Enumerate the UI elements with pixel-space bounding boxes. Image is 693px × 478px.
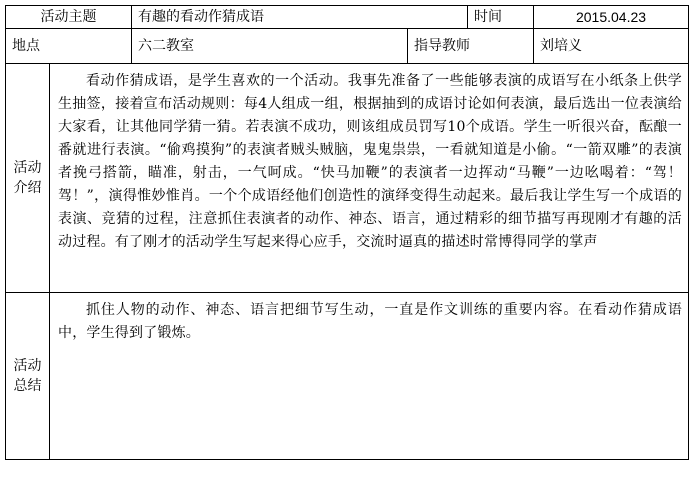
- theme-label: 活动主题: [6, 6, 132, 29]
- activity-record-table: [5, 5, 689, 460]
- intro-content: [50, 64, 689, 293]
- summary-label-line2: 总结: [13, 378, 42, 394]
- intro-row: [6, 64, 689, 293]
- intro-text: 看动作猜成语，是学生喜欢的一个活动。我事先准备了一些能够表演的成语写在小纸条上供学生抽签，接着宣布活动规则：每4人组成一组，根据抽到的成语讨论如何表演，最后选出一位表演给大家看，让其他同学猜一猜。若表演不成功，则该组成员罚写10个成语。学生一听很兴奋，酝酿一番就进行表演。“偷鸡摸狗”的表演者贼头贼脑，鬼鬼祟祟，一看就知道是小偷。“一箭双雕”的表演者挽弓搭箭，瞄准，射击，一气呵成。“快马加鞭”的表演者一边挥动“马鞭”一边吆喝着：“驾！驾！”，演得惟妙惟肖。一个个成语经他们创造性的演绎变得生动起来。最后我让学生写一个成语的表演、竞猜的过程，注意抓住表演者的动作、神态、语言，通过精彩的细节描写再现刚才有趣的活动过程。有了刚才的活动学生写起来得心应手，交流时逼真的描述时常博得同学的掌声: [58, 73, 683, 250]
- location-label: 地点: [6, 29, 132, 64]
- summary-text: 抓住人物的动作、神态、语言把细节写生动，一直是作文训练的重要内容。在看动作猜成语中，学生得到了锻炼。: [58, 302, 683, 341]
- summary-row: [6, 293, 689, 460]
- time-value: 2015.04.23: [534, 6, 689, 29]
- intro-label-line2: 介绍: [13, 180, 42, 196]
- teacher-label: 指导教师: [408, 29, 534, 64]
- summary-content: [50, 293, 689, 460]
- summary-section-label: [6, 293, 50, 460]
- summary-label-line1: 活动: [13, 358, 42, 374]
- teacher-value: 刘培义: [534, 29, 689, 64]
- activity-record-sheet: [5, 5, 688, 453]
- intro-label-line1: 活动: [13, 160, 42, 176]
- theme-row: [6, 6, 689, 29]
- time-label: 时间: [468, 6, 534, 29]
- location-value: 六二教室: [132, 29, 408, 64]
- location-row: [6, 29, 689, 64]
- intro-section-label: [6, 64, 50, 293]
- theme-value: 有趣的看动作猜成语: [132, 6, 468, 29]
